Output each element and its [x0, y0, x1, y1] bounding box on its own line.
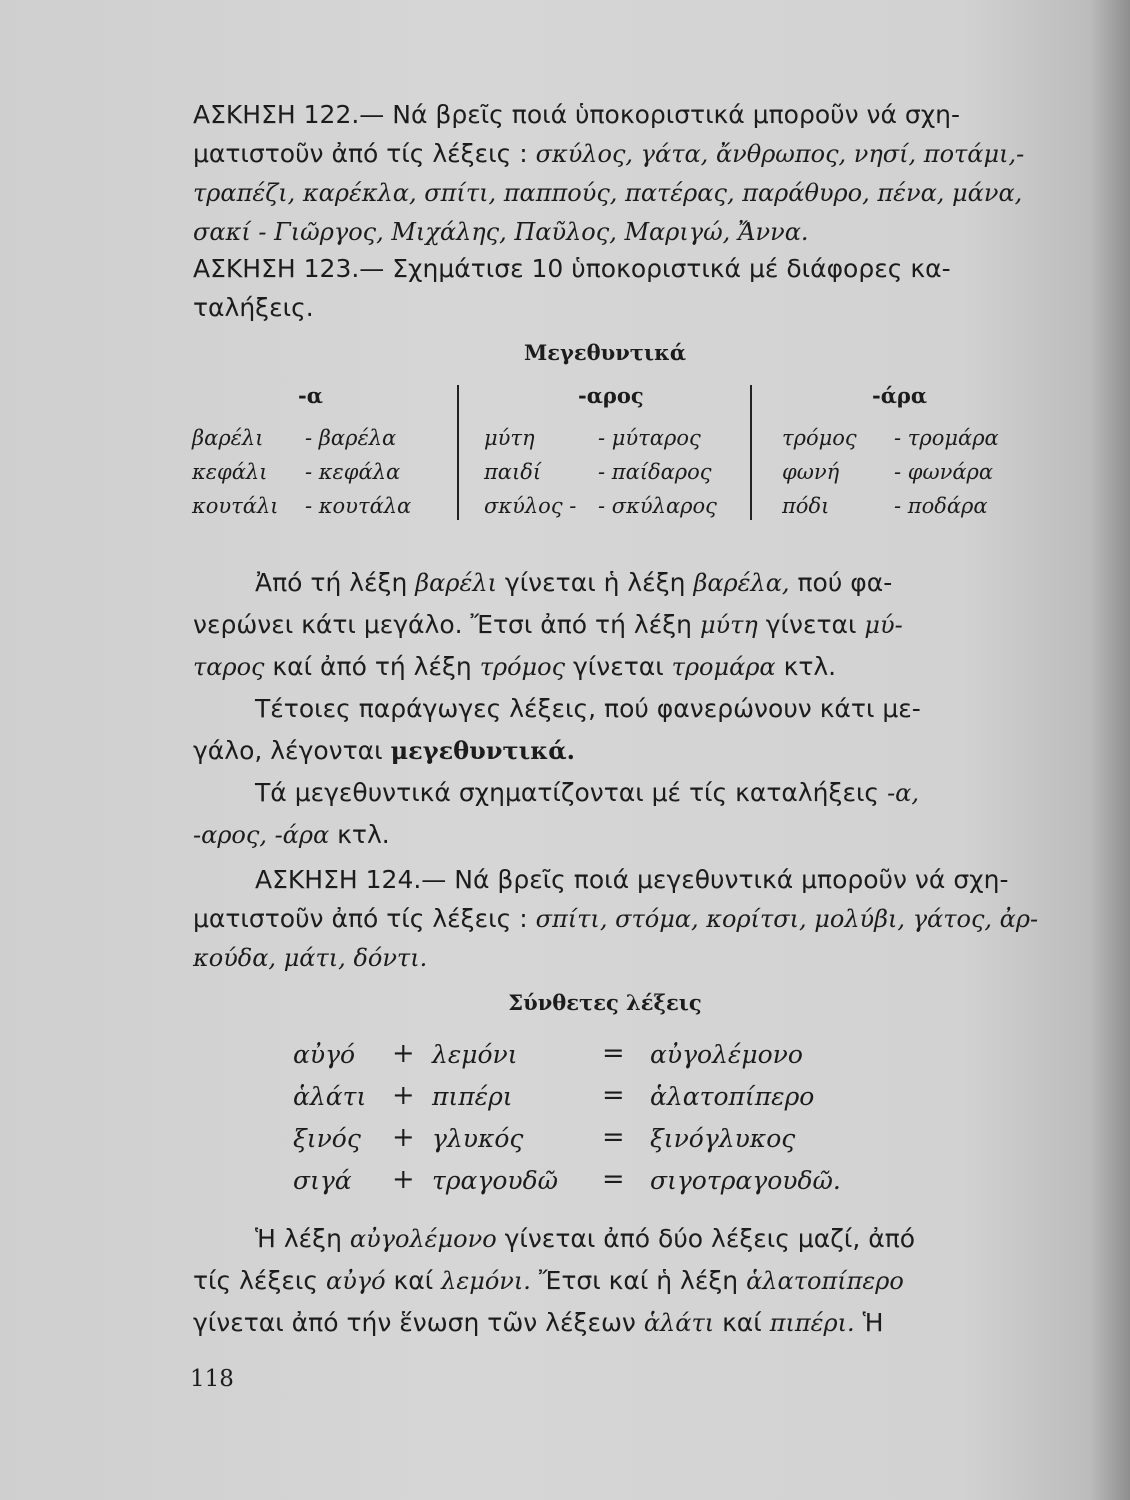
- exercise-122-line-2: ματιστοῦν ἀπό τίς λέξεις : σκύλος, γάτα, ἄνθρωπος, νησί, ποτάμι,-: [193, 139, 1025, 168]
- paragraph-4-line-2: τίς λέξεις αὐγό καί λεμόνι. Ἔτσι καί ἡ λέξη ἁλατοπίπερο: [193, 1266, 904, 1295]
- paragraph-1-line-1: Ἀπό τή λέξη βαρέλι γίνεται ἡ λέξη βαρέλα, πού φα-: [255, 568, 893, 597]
- compound-word-2: τραγουδῶ: [432, 1166, 559, 1195]
- table-cell: - κουτάλα: [305, 494, 412, 518]
- compound-result: σιγοτραγουδῶ.: [650, 1166, 841, 1195]
- exercise-123-line-2: ταλήξεις.: [193, 293, 314, 322]
- plus-sign: +: [392, 1080, 415, 1111]
- exercise-122-line-3: τραπέζι, καρέκλα, σπίτι, παππούς, πατέρας, παράθυρο, πένα, μάνα,: [193, 179, 1023, 207]
- table-cell: - σκύλαρος: [598, 494, 717, 518]
- paragraph-1-line-3: ταρος καί ἀπό τή λέξη τρόμος γίνεται τρομάρα κτλ.: [193, 652, 837, 681]
- compound-words-title: Σύνθετες λέξεις: [508, 990, 702, 1015]
- paragraph-3-line-2: -αρος, -άρα κτλ.: [193, 820, 390, 849]
- exercise-123-line-1: ΑΣΚΗΣΗ 123.— Σχημάτισε 10 ὑποκοριστικά μέ διάφορες κα-: [193, 254, 951, 283]
- table-cell: - τρομάρα: [894, 426, 999, 450]
- table-cell: παιδί: [484, 460, 542, 484]
- compound-result: αὐγολέμονο: [650, 1040, 803, 1069]
- compound-word-1: σιγά: [293, 1166, 352, 1195]
- compound-word-2: πιπέρι: [432, 1082, 513, 1111]
- table-cell: - κεφάλα: [305, 460, 401, 484]
- table-cell: μύτη: [484, 426, 535, 450]
- exercise-122: [193, 95, 1028, 252]
- equals-sign: =: [602, 1122, 625, 1153]
- column-header-ara: -άρα: [872, 383, 928, 408]
- exercise-124: [193, 860, 1039, 978]
- equals-sign: =: [602, 1038, 625, 1069]
- paragraph-3-line-1: Τά μεγεθυντικά σχηματίζονται μέ τίς καταλήξεις -α,: [255, 778, 920, 807]
- paragraph-4: [193, 1218, 1028, 1344]
- compound-result: ἁλατοπίπερο: [650, 1082, 815, 1111]
- compound-word-2: λεμόνι: [432, 1040, 518, 1069]
- table-cell: σκύλος -: [484, 494, 577, 518]
- paragraph-2-line-2: γάλο, λέγονται μεγεθυντικά.: [193, 736, 576, 765]
- plus-sign: +: [392, 1038, 415, 1069]
- paragraph-4-line-1: Ἡ λέξη αὐγολέμονο γίνεται ἀπό δύο λέξεις μαζί, ἀπό: [255, 1224, 916, 1253]
- compound-word-1: ξινός: [293, 1124, 361, 1153]
- table-cell: - παίδαρος: [598, 460, 712, 484]
- compound-result: ξινόγλυκος: [650, 1124, 796, 1153]
- paragraph-1: [193, 562, 1028, 688]
- table-cell: - φωνάρα: [894, 460, 994, 484]
- paragraph-3: [193, 772, 1028, 856]
- table-cell: - βαρέλα: [305, 426, 397, 450]
- column-header-a: -α: [298, 383, 323, 408]
- exercise-123: [193, 249, 1028, 327]
- compound-word-2: γλυκός: [432, 1124, 524, 1153]
- page-edge-shadow: [1090, 0, 1130, 1500]
- augmentatives-table-title: Μεγεθυντικά: [524, 340, 686, 365]
- paragraph-1-line-2: νερώνει κάτι μεγάλο. Ἔτσι ἀπό τή λέξη μύτη γίνεται μύ-: [193, 610, 903, 639]
- table-cell: φωνή: [782, 460, 840, 484]
- paragraph-4-line-3: γίνεται ἀπό τήν ἕνωση τῶν λέξεων ἁλάτι καί πιπέρι. Ἡ: [193, 1308, 884, 1337]
- equals-sign: =: [602, 1164, 625, 1195]
- compound-word-1: ἁλάτι: [293, 1082, 367, 1111]
- exercise-122-line-1: ΑΣΚΗΣΗ 122.— Νά βρεῖς ποιά ὑποκοριστικά μποροῦν νά σχη-: [193, 100, 961, 129]
- table-cell: - μύταρος: [598, 426, 701, 450]
- table-cell: βαρέλι: [192, 426, 264, 450]
- exercise-124-line-2: ματιστοῦν ἀπό τίς λέξεις : σπίτι, στόμα, κορίτσι, μολύβι, γάτος, ἀρ-: [193, 904, 1039, 933]
- exercise-124-line-1: ΑΣΚΗΣΗ 124.— Νά βρεῖς ποιά μεγεθυντικά μποροῦν νά σχη-: [255, 865, 1009, 894]
- page-number: 118: [190, 1366, 234, 1392]
- column-header-aros: -αρος: [578, 383, 644, 408]
- exercise-124-line-3: κούδα, μάτι, δόντι.: [193, 944, 428, 972]
- exercise-122-line-4: σακί - Γιῶργος, Μιχάλης, Παῦλος, Μαριγώ, Ἄννα.: [193, 218, 809, 246]
- equals-sign: =: [602, 1080, 625, 1111]
- paragraph-2: [193, 688, 1028, 772]
- table-cell: κεφάλι: [192, 460, 268, 484]
- table-cell: πόδι: [782, 494, 830, 518]
- table-cell: κουτάλι: [192, 494, 279, 518]
- plus-sign: +: [392, 1164, 415, 1195]
- table-cell: τρόμος: [782, 426, 857, 450]
- compound-word-1: αὐγό: [293, 1040, 356, 1069]
- table-cell: - ποδάρα: [894, 494, 988, 518]
- paragraph-2-line-1: Τέτοιες παράγωγες λέξεις, πού φανερώνουν κάτι με-: [255, 694, 921, 723]
- table-divider-1: [457, 385, 459, 520]
- plus-sign: +: [392, 1122, 415, 1153]
- table-divider-2: [750, 385, 752, 520]
